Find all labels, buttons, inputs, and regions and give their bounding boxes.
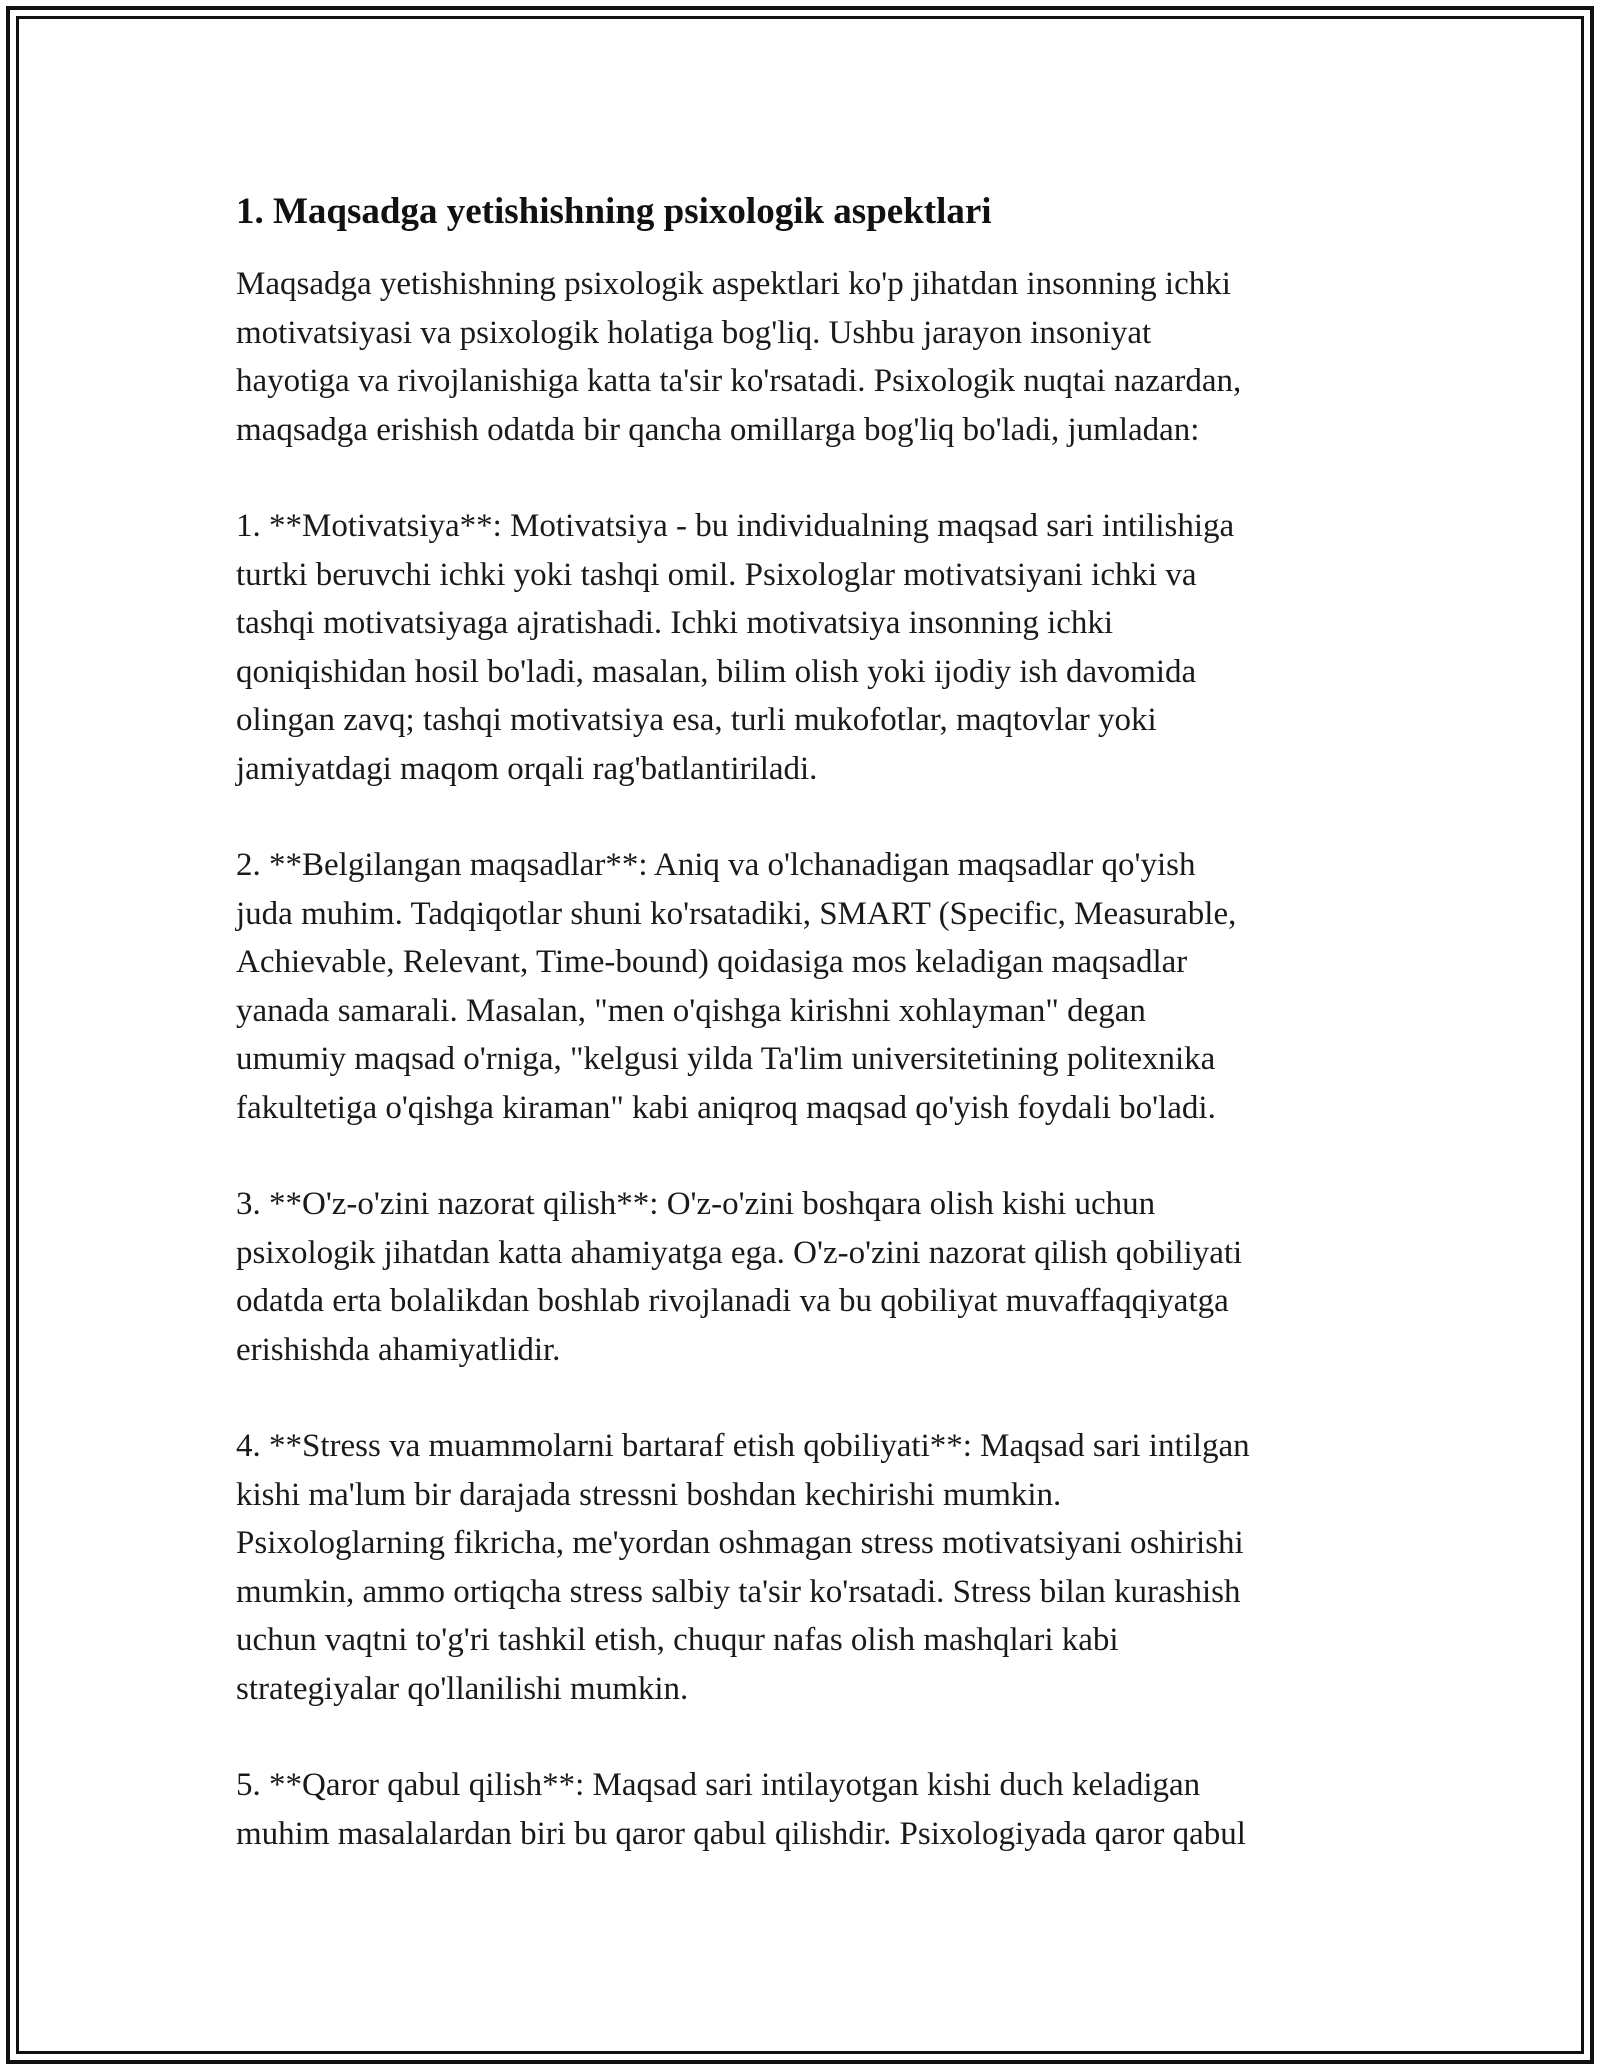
text-line: uchun vaqtni to'g'ri tashkil etish, chuqur nafas olish mashqlari kabi — [236, 1622, 1119, 1658]
text-line: yanada samarali. Masalan, "men o'qishga kirishni xohlayman" degan — [236, 992, 1146, 1029]
list-item-motivation — [236, 502, 1386, 793]
text-line: 2. **Belgilangan maqsadlar**: Aniq va o'lchanadigan maqsadlar qo'yish — [236, 847, 1196, 883]
text-line: maqsadga erishish odatda bir qancha omillarga bog'liq bo'ladi, jumladan: — [236, 411, 1200, 448]
text-line: strategiyalar qo'llanilishi mumkin. — [236, 1670, 689, 1707]
text-line: juda muhim. Tadqiqotlar shuni ko'rsatadiki, SMART (Specific, Measurable, — [236, 895, 1237, 932]
text-line: erishishda ahamiyatlidir. — [236, 1331, 561, 1368]
text-line: Psixologlarning fikricha, me'yordan oshmagan stress motivatsiyani oshirishi — [236, 1525, 1244, 1561]
list-item-decision-making — [236, 1761, 1386, 1858]
text-line: 1. **Motivatsiya**: Motivatsiya - bu individualning maqsad sari intilishiga — [236, 508, 1235, 544]
text-line: odatda erta bolalikdan boshlab rivojlanadi va bu qobiliyat muvaffaqqiyatga — [236, 1283, 1229, 1319]
text-line: turtki beruvchi ichki yoki tashqi omil. Psixologlar motivatsiyani ichki va — [236, 556, 1197, 593]
list-item-goals — [236, 841, 1386, 1132]
text-line: umumiy maqsad o'rniga, "kelgusi yilda Ta'lim universitetining politexnika — [236, 1041, 1216, 1077]
text-line: hayotiga va rivojlanishiga katta ta'sir ko'rsatadi. Psixologik nuqtai nazardan, — [236, 363, 1242, 399]
text-line: kishi ma'lum bir darajada stressni boshdan kechirishi mumkin. — [236, 1476, 1062, 1513]
text-line: Maqsadga yetishishning psixologik aspektlari ko'p jihatdan insonning ichki — [236, 266, 1231, 302]
text-line: motivatsiyasi va psixologik holatiga bog'liq. Ushbu jarayon insoniyat — [236, 314, 1152, 351]
text-line: 3. **O'z-o'zini nazorat qilish**: O'z-o'zini boshqara olish kishi uchun — [236, 1186, 1156, 1222]
document-body — [236, 186, 1386, 1906]
text-line: qoniqishidan hosil bo'ladi, masalan, bilim olish yoki ijodiy ish davomida — [236, 653, 1197, 690]
text-line: Achievable, Relevant, Time-bound) qoidasiga mos keladigan maqsadlar — [236, 944, 1188, 980]
list-item-self-control — [236, 1180, 1386, 1374]
text-line: olingan zavq; tashqi motivatsiya esa, turli mukofotlar, maqtovlar yoki — [236, 702, 1157, 738]
text-line: jamiyatdagi maqom orqali rag'batlantiriladi. — [236, 750, 818, 787]
text-line: tashqi motivatsiyaga ajratishadi. Ichki motivatsiya insonning ichki — [236, 605, 1114, 641]
list-item-stress — [236, 1422, 1386, 1713]
text-line: 4. **Stress va muammolarni bartaraf etish qobiliyati**: Maqsad sari intilgan — [236, 1428, 1250, 1464]
text-line: mumkin, ammo ortiqcha stress salbiy ta'sir ko'rsatadi. Stress bilan kurashish — [236, 1573, 1241, 1610]
text-line: psixologik jihatdan katta ahamiyatga ega. O'z-o'zini nazorat qilish qobiliyati — [236, 1234, 1243, 1271]
intro-paragraph — [236, 260, 1386, 454]
text-line: fakultetiga o'qishga kiraman" kabi aniqroq maqsad qo'yish foydali bo'ladi. — [236, 1089, 1216, 1126]
section-heading: 1. Maqsadga yetishishning psixologik aspektlari — [236, 191, 992, 232]
text-line: muhim masalalardan biri bu qaror qabul qilishdir. Psixologiyada qaror qabul — [236, 1815, 1246, 1852]
text-line: 5. **Qaror qabul qilish**: Maqsad sari intilayotgan kishi duch keladigan — [236, 1767, 1201, 1803]
